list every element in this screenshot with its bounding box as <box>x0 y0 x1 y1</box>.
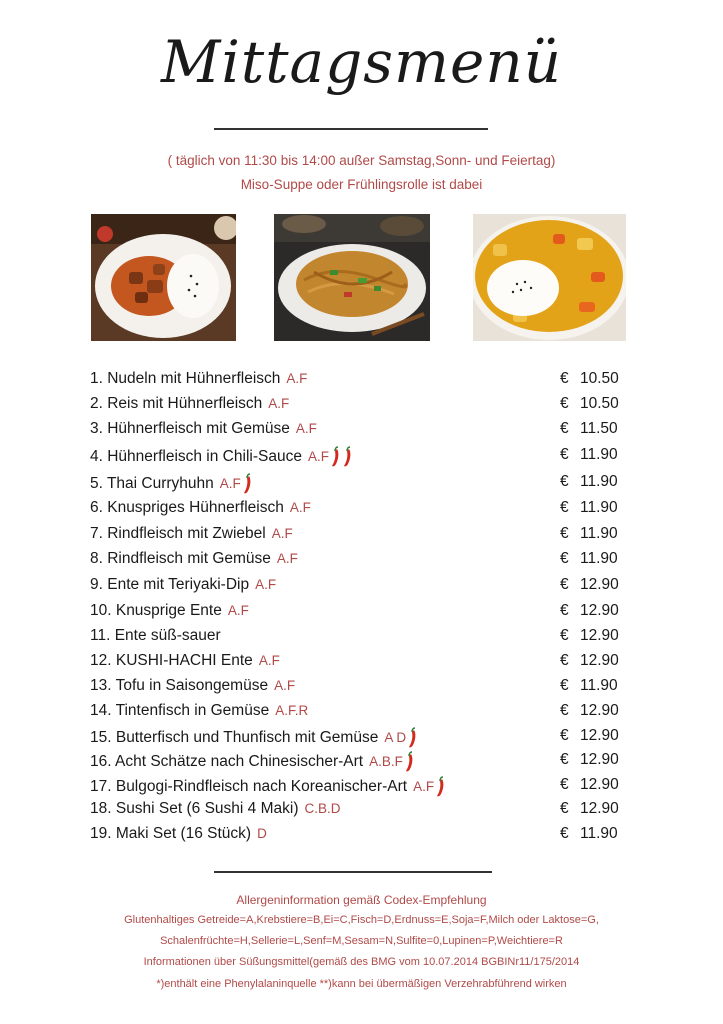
included-note: Miso-Suppe oder Frühlingsrolle ist dabei <box>240 177 483 192</box>
menu-item <box>90 395 630 419</box>
currency-symbol: € <box>560 550 569 567</box>
currency-symbol: € <box>560 652 569 669</box>
title-divider <box>214 128 488 130</box>
dish-name: 17. Bulgogi-Rindfleisch nach Koreanischer-Art <box>90 778 408 796</box>
allergen-code: A.F <box>413 779 435 795</box>
chili-pepper-icon <box>405 751 415 773</box>
allergen-legend-line-2: Schalenfrüchte=H,Sellerie=L,Senf=M,Sesam=N,Sulfite=0,Lupinen=P,Weichtiere=R <box>160 935 563 947</box>
dish-name: 8. Rindfleisch mit Gemüse <box>90 550 271 567</box>
currency-symbol: € <box>560 420 569 437</box>
menu-item-name <box>90 751 415 773</box>
price-value: 12.90 <box>580 652 619 669</box>
menu-item <box>90 550 630 574</box>
allergen-code: A.F <box>289 500 311 515</box>
menu-item <box>90 677 630 701</box>
price-value: 11.90 <box>580 550 618 567</box>
currency-symbol: € <box>560 677 569 694</box>
currency-symbol: € <box>560 370 569 387</box>
currency-symbol: € <box>560 602 569 619</box>
price-value: 11.90 <box>580 446 618 463</box>
menu-item-name <box>90 727 418 749</box>
allergen-code: A.F <box>255 577 277 592</box>
menu-item-price <box>560 677 618 695</box>
allergen-code: A.F <box>219 476 241 492</box>
price-value: 12.90 <box>580 800 619 817</box>
menu-item-price <box>560 702 619 720</box>
dish-name: 15. Butterfisch und Thunfisch mit Gemüse <box>90 729 379 747</box>
menu-item-name <box>90 370 307 388</box>
menu-item <box>90 702 630 726</box>
dish-name: 11. Ente süß-sauer <box>90 627 221 644</box>
dish-name: 7. Rindfleisch mit Zwiebel <box>90 525 266 542</box>
dish-name: 2. Reis mit Hühnerfleisch <box>90 395 263 412</box>
sweetener-info: Informationen über Süßungsmittel(gemäß des BMG vom 10.07.2014 BGBINr11/175/2014 <box>143 956 580 968</box>
allergen-heading: Allergeninformation gemäß Codex-Empfehlung <box>236 893 487 907</box>
menu-item-price <box>560 420 618 438</box>
menu-item-name <box>90 499 311 517</box>
menu-item <box>90 602 630 626</box>
allergen-code: A.F <box>271 526 293 541</box>
currency-symbol: € <box>560 727 569 744</box>
menu-item <box>90 652 630 676</box>
menu-item-price <box>560 825 618 843</box>
dish-name: 18. Sushi Set (6 Sushi 4 Maki) <box>90 800 299 817</box>
currency-symbol: € <box>560 825 569 842</box>
menu-item-name <box>90 652 280 670</box>
allergen-legend-line-1: Glutenhaltiges Getreide=A,Krebstiere=B,Ei=C,Fisch=D,Erdnuss=E,Soja=F,Milch oder Laktose=G, <box>124 914 599 926</box>
currency-symbol: € <box>560 751 569 768</box>
footnotes: *)enthält eine Phenylalaninquelle **)kann bei übermäßigen Verzehrabführend wirken <box>156 978 567 990</box>
currency-symbol: € <box>560 525 569 542</box>
chili-pepper-icon <box>343 446 353 468</box>
allergen-code: A.F.R <box>275 703 309 718</box>
photo-vegetable-curry <box>473 214 626 341</box>
currency-symbol: € <box>560 395 569 412</box>
price-value: 12.90 <box>580 576 619 593</box>
price-value: 12.90 <box>580 751 619 768</box>
price-value: 11.50 <box>580 420 618 437</box>
dish-name: 3. Hühnerfleisch mit Gemüse <box>90 420 290 437</box>
footer-divider <box>214 871 492 873</box>
dish-name: 9. Ente mit Teriyaki-Dip <box>90 576 250 593</box>
allergen-code: A D <box>384 730 407 746</box>
price-value: 11.90 <box>580 473 618 490</box>
menu-item-name <box>90 420 317 438</box>
menu-item-price <box>560 550 618 568</box>
dish-name: 4. Hühnerfleisch in Chili-Sauce <box>90 448 302 466</box>
price-value: 10.50 <box>580 395 619 412</box>
allergen-code: A.F <box>274 678 296 693</box>
price-value: 12.90 <box>580 702 619 719</box>
menu-item-price <box>560 525 618 543</box>
menu-item <box>90 727 630 751</box>
menu-item-name <box>90 800 341 818</box>
menu-item <box>90 576 630 600</box>
menu-item-price <box>560 446 618 464</box>
menu-item-price <box>560 652 619 670</box>
menu-item-price <box>560 602 619 620</box>
menu-item-name <box>90 550 298 568</box>
allergen-code: A.F <box>307 449 329 465</box>
menu-item-name <box>90 825 267 843</box>
menu-item-price <box>560 776 619 794</box>
menu-item <box>90 800 630 824</box>
allergen-code: A.F <box>295 421 317 436</box>
menu-item-name <box>90 677 295 695</box>
menu-item-name <box>90 776 446 798</box>
menu-item <box>90 473 630 497</box>
allergen-code: A.B.F <box>369 754 403 770</box>
menu-item-price <box>560 627 619 645</box>
page-title: Mittagsmenü <box>160 28 563 96</box>
allergen-code: A.F <box>286 371 308 386</box>
currency-symbol: € <box>560 627 569 644</box>
menu-item-price <box>560 751 619 769</box>
price-value: 11.90 <box>580 525 618 542</box>
menu-item-name <box>90 627 221 645</box>
price-value: 10.50 <box>580 370 619 387</box>
menu-item <box>90 420 630 444</box>
menu-item <box>90 499 630 523</box>
currency-symbol: € <box>560 576 569 593</box>
allergen-code: D <box>257 826 267 841</box>
dish-name: 1. Nudeln mit Hühnerfleisch <box>90 370 281 387</box>
menu-item-price <box>560 473 618 491</box>
menu-item-price <box>560 370 619 388</box>
price-value: 12.90 <box>580 627 619 644</box>
menu-item-price <box>560 727 619 745</box>
dish-name: 14. Tintenfisch in Gemüse <box>90 702 270 719</box>
price-value: 12.90 <box>580 602 619 619</box>
menu-item-name <box>90 602 249 620</box>
menu-item-price <box>560 800 619 818</box>
price-value: 11.90 <box>580 825 618 842</box>
menu-item <box>90 776 630 800</box>
menu-item-name <box>90 702 308 720</box>
chili-pepper-icon <box>436 776 446 798</box>
currency-symbol: € <box>560 702 569 719</box>
currency-symbol: € <box>560 800 569 817</box>
photo-curry-chicken <box>91 214 236 341</box>
menu-item <box>90 751 630 775</box>
dish-name: 19. Maki Set (16 Stück) <box>90 825 252 842</box>
dish-name: 5. Thai Curryhuhn <box>90 475 214 493</box>
currency-symbol: € <box>560 776 569 793</box>
currency-symbol: € <box>560 473 569 490</box>
opening-hours: ( täglich von 11:30 bis 14:00 außer Samstag,Sonn- und Feiertag) <box>167 153 556 168</box>
dish-name: 6. Knuspriges Hühnerfleisch <box>90 499 284 516</box>
menu-item-price <box>560 499 618 517</box>
menu-item-name <box>90 446 353 468</box>
price-value: 12.90 <box>580 727 619 744</box>
chili-pepper-icon <box>331 446 341 468</box>
menu-item-name <box>90 395 289 413</box>
currency-symbol: € <box>560 446 569 463</box>
menu-item <box>90 370 630 394</box>
menu-item <box>90 627 630 651</box>
price-value: 11.90 <box>580 677 618 694</box>
menu-item-name <box>90 576 276 594</box>
menu-item-name <box>90 525 293 543</box>
chili-pepper-icon <box>243 473 253 495</box>
allergen-code: A.F <box>227 603 249 618</box>
dish-name: 16. Acht Schätze nach Chinesischer-Art <box>90 753 364 771</box>
currency-symbol: € <box>560 499 569 516</box>
price-value: 12.90 <box>580 776 619 793</box>
allergen-code: A.F <box>258 653 280 668</box>
dish-name: 10. Knusprige Ente <box>90 602 222 619</box>
chili-pepper-icon <box>408 727 418 749</box>
dish-name: 13. Tofu in Saisongemüse <box>90 677 269 694</box>
menu-item-price <box>560 576 619 594</box>
dish-name: 12. KUSHI-HACHI Ente <box>90 652 253 669</box>
menu-item <box>90 525 630 549</box>
allergen-code: A.F <box>276 551 298 566</box>
menu-item-name <box>90 473 253 495</box>
menu-item <box>90 446 630 470</box>
price-value: 11.90 <box>580 499 618 516</box>
menu-item-price <box>560 395 619 413</box>
allergen-code: A.F <box>268 396 290 411</box>
menu-item <box>90 825 630 849</box>
photo-fried-noodles <box>274 214 430 341</box>
allergen-code: C.B.D <box>304 801 341 816</box>
